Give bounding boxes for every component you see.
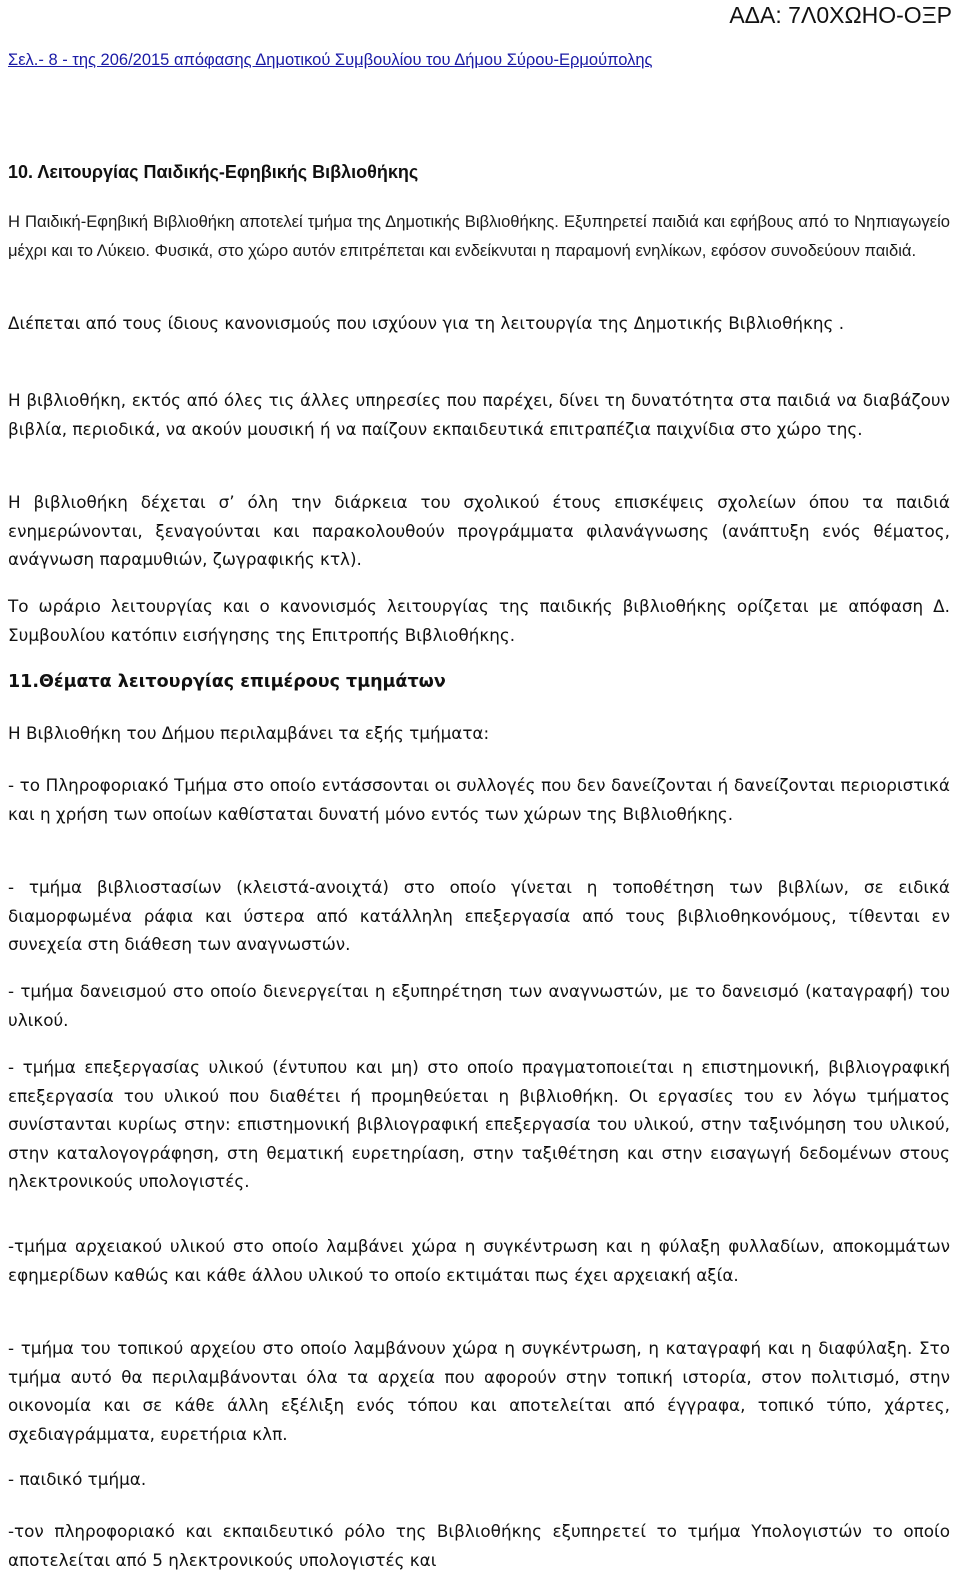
paragraph: Διέπεται από τους ίδιους κανονισμούς που ισχύουν για τη λειτουργία της Δημοτικής Βιβλιοθήκης .	[8, 313, 845, 333]
list-item: - τμήμα βιβλιοστασίων (κλειστά-ανοιχτά) στο οποίο γίνεται η τοποθέτηση των βιβλίων, σε ειδικά διαμορφωμένα ράφια και ύστερα από κατάλληλη επεξεργασία από τους βιβλιοθηκονόμους, τίθενται εν συνεχεία στη διάθεση των αναγνωστών.	[8, 877, 950, 955]
section-11-heading: 11.Θέματα λειτουργίας επιμέρους τμημάτων	[8, 672, 446, 692]
list-item: - τμήμα του τοπικού αρχείου στο οποίο λαμβάνουν χώρα η συγκέντρωση, η καταγραφή και η διαφύλαξη. Στο τμήμα αυτό θα περιλαμβάνονται όλα τα αρχεία που αφορούν στην τοπική ιστορία, στον πολιτισμό, στην οικονομία και σε κάθε άλλη εξέλιξη ενός τόπου και αποτελείται από έγγραφα, τοπικό τύπο, χάρτες, σχεδιαγράμματα, ευρετήρια κλπ.	[8, 1338, 950, 1444]
list-item: - τμήμα δανεισμού στο οποίο διενεργείται η εξυπηρέτηση των αναγνωστών, με το δανεισμό (καταγραφή) του υλικού.	[8, 981, 950, 1030]
paragraph: Η Παιδική-Εφηβική Βιβλιοθήκη αποτελεί τμήμα της Δημοτικής Βιβλιοθήκης. Εξυπηρετεί παιδιά και εφήβους από το Νηπιαγωγείο μέχρι και το Λύκειο. Φυσικά, στο χώρο αυτόν επιτρέπεται και ενδείκνυται η παραμονή ενηλίκων, εφόσον συνοδεύουν παιδιά.	[8, 212, 950, 260]
list-item: - τμήμα επεξεργασίας υλικού (έντυπου και μη) στο οποίο πραγματοποιείται η επιστημονική, βιβλιογραφική επεξεργασία του υλικού που διαθέτει ή προμηθεύεται η βιβλιοθήκη. Οι εργασίες του εν λόγω τμήματος συνίστανται κυρίως στην: επιστημονική βιβλιογραφική επεξεργασία του υλικού, στην ταξινόμηση του υλικού, στην καταλογογράφηση, στη θεματική ευρετηρίαση, στην ταξιθέτηση και στην εισαγωγή δεδομένων στους ηλεκτρονικούς υπολογιστές.	[8, 1057, 950, 1192]
ada-code: ΑΔΑ: 7Λ0ΧΩΗΟ-ΟΞΡ	[729, 2, 952, 28]
paragraph: Η βιβλιοθήκη, εκτός από όλες τις άλλες υπηρεσίες που παρέχει, δίνει τη δυνατότητα στα παιδιά να διαβάζουν βιβλία, περιοδικά, να ακούν μουσική ή να παίζουν εκπαιδευτικά επιτραπέζια παιχνίδια στο χώρο της.	[8, 390, 950, 439]
list-item: -τμήμα αρχειακού υλικού στο οποίο λαμβάνει χώρα η συγκέντρωση και η φύλαξη φυλλαδίων, αποκομμάτων εφημερίδων καθώς και κάθε άλλου υλικού το οποίο εκτιμάται πως έχει αρχειακή αξία.	[8, 1236, 950, 1285]
list-item: - παιδικό τμήμα.	[8, 1469, 147, 1489]
list-item: -τον πληροφοριακό και εκπαιδευτικό ρόλο της Βιβλιοθήκης εξυπηρετεί το τμήμα Υπολογιστών το οποίο αποτελείται από 5 ηλεκτρονικούς υπολογιστές και	[8, 1521, 950, 1570]
list-item: - το Πληροφοριακό Τμήμα στο οποίο εντάσσονται οι συλλογές που δεν δανείζονται ή δανείζονται περιοριστικά και η χρήση των οποίων καθίσταται δυνατή μόνο εντός των χώρων της Βιβλιοθήκης.	[8, 775, 950, 824]
paragraph: Η βιβλιοθήκη δέχεται σ’ όλη την διάρκεια του σχολικού έτους επισκέψεις σχολείων όπου τα παιδιά ενημερώνονται, ξεναγούνται και παρακολουθούν προγράμματα φιλανάγνωσης (ανάπτυξη ενός θέματος, ανάγνωση παραμυθιών, ζωγραφικής κτλ).	[8, 492, 950, 570]
paragraph: Η Βιβλιοθήκη του Δήμου περιλαμβάνει τα εξής τμήματα:	[8, 723, 490, 743]
section-10-heading: 10. Λειτουργίας Παιδικής-Εφηβικής Βιβλιοθήκης	[8, 162, 419, 182]
paragraph: Το ωράριο λειτουργίας και ο κανονισμός λειτουργίας της παιδικής βιβλιοθήκης ορίζεται με απόφαση Δ. Συμβουλίου κατόπιν εισήγησης της Επιτροπής Βιβλιοθήκης.	[8, 596, 950, 645]
page-reference: Σελ.- 8 - της 206/2015 απόφασης Δημοτικού Συμβουλίου του Δήμου Σύρου-Ερμούπολης	[8, 51, 653, 69]
